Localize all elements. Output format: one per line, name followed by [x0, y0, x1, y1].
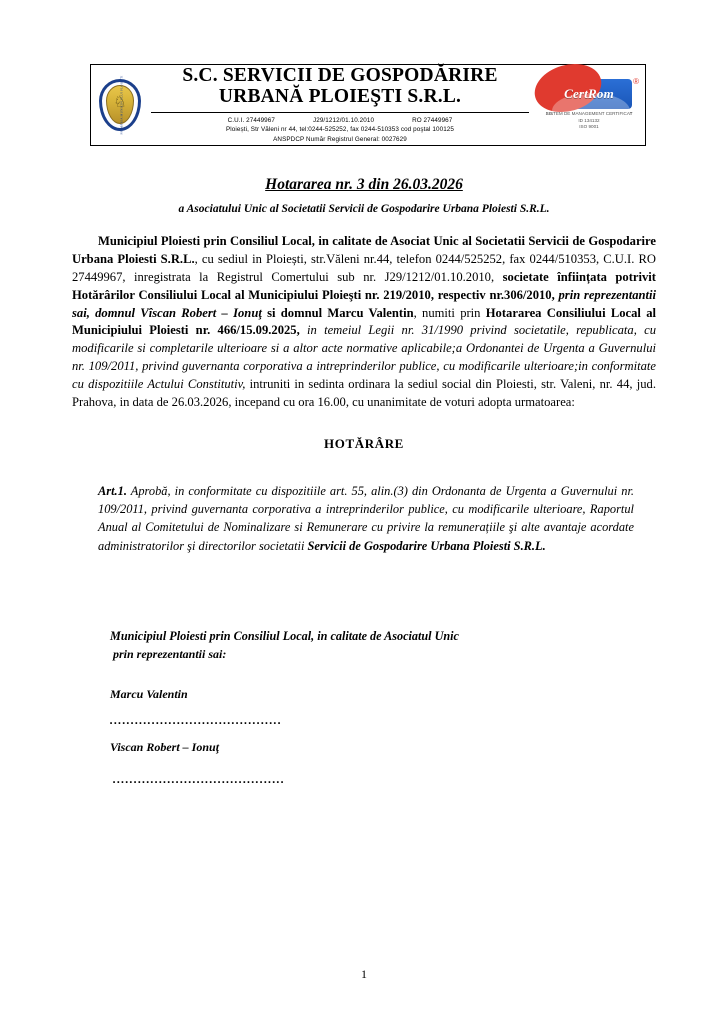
- cert-sub-line2: ID 134132: [578, 117, 600, 123]
- intro-segment-4: prin reprezentantii sai, domnul Vîscan Robert – Ionuţ: [72, 287, 656, 320]
- company-name-line1: S.C. SERVICII DE GOSPODĂRIRE: [182, 64, 498, 86]
- intro-segment-6: , numiti prin: [413, 305, 486, 320]
- city-crest-icon: ♘ PRIMĂRIA MUNICIPIULUI PLOIEŞTI: [99, 79, 141, 131]
- address-line: Ploiești, Str Văleni nr 44, tel:0244-525252, fax 0244-510353 cod poştal 100125: [226, 126, 454, 134]
- intro-segment-2: , cu sediul in Ploiești, str.Văleni nr.44, telefon 0244/525252, fax 0244/510353, C.U.I. RO 27449967, inregistrata la Registrul Comertului sub nr. J29/1212/01.10.2010,: [72, 251, 656, 284]
- cert-sub-line1: SISTEM DE MANAGEMENT CERTIFICAT: [545, 111, 633, 117]
- signature-line-1: .........................................: [110, 713, 283, 728]
- letterhead: [90, 64, 646, 146]
- trade-register-text: J29/1212/01.10.2010: [312, 116, 375, 124]
- article-company-name: Servicii de Gospodarire Urbana Ploiesti S.R.L.: [307, 538, 546, 553]
- signature-subheading: prin reprezentantii sai:: [113, 647, 227, 662]
- letterhead-center: [149, 65, 533, 145]
- anspdcp-line: ANSPDCP Număr Registrul General: 0027629: [273, 135, 407, 143]
- signatory-name-1: Marcu Valentin: [110, 687, 188, 702]
- page-number: 1: [361, 967, 367, 981]
- registered-mark-icon: ®: [633, 77, 639, 87]
- company-name-line2: URBANĂ PLOIEŞTI S.R.L.: [218, 86, 462, 108]
- intro-segment-9: intruniti in sedinta ordinara la sediul social din Ploiesti, str. Valeni, nr. 44, jud. Prahova, in data de 26.03.2026, incepand cu ora 16.00, cu unanimitate de voturi adopta urmatoarea:: [72, 377, 656, 409]
- signature-line-2: .........................................: [113, 772, 286, 787]
- intro-segment-8: in temeiul Legii nr. 31/1990 privind societatile, republicata, cu modificarile si completarile ulterioare si a altor acte normative aplicabile;a Ordonantei de Urgenta a Guvernului nr. 109/2011, privind guvernanta corporativa a intreprinderilor publice, cu modificarile ulterioare;in conformitate cu dispozitiile Actului Constitutiv,: [72, 323, 657, 391]
- intro-segment-1: Municipiul Ploiesti prin Consiliul Local, in calitate de Asociat Unic al Societatii Servicii de Gospodarire Urbana Ploiesti S.R.L.: [72, 234, 656, 266]
- registration-line: [151, 116, 529, 125]
- signature-block: [72, 627, 656, 788]
- crest-caption: PRIMĂRIA MUNICIPIULUI PLOIEŞTI: [119, 75, 124, 135]
- article-text: Aprobă, in conformitate cu dispozitiile art. 55, alin.(3) din Ordonanta de Urgenta a Guvernului nr. 109/2011, privind guvernanta corporativa a intreprinderilor publice, cu modificarile ulterioare, Raportul Anual al Comitetului de Nominalizare si Remunerare cu privire la remunerațiile şi alte avantaje acordate administratorilor şi directorilor societatii: [98, 483, 634, 553]
- intro-segment-5: si domnul Marcu Valentin: [261, 305, 414, 320]
- certrom-logo-icon: [546, 77, 639, 109]
- cert-sub-line3: ISO 9001: [579, 124, 599, 130]
- cui-text: C.U.I. 27449967: [227, 116, 275, 124]
- intro-paragraph: [72, 233, 656, 412]
- document-subtitle: a Asociatului Unic al Societatii Servicii de Gospodarire Urbana Ploiesti S.R.L.: [178, 203, 550, 215]
- document-title: Hotararea nr. 3 din 26.03.2026: [265, 176, 463, 193]
- decision-heading: HOTĂRÂRE: [324, 435, 404, 451]
- certification-block: [533, 65, 645, 145]
- vat-text: RO 27449967: [412, 116, 453, 124]
- article-1-paragraph: [72, 482, 656, 555]
- signature-heading: Municipiul Ploiesti prin Consiliul Local, in calitate de Asociatul Unic: [110, 629, 459, 644]
- letterhead-divider: [151, 112, 529, 113]
- certrom-label: CertRom: [564, 86, 614, 102]
- intro-segment-3: societate înființata potrivit Hotărârilor Consiliului Local al Municipiului Ploieşti nr. 219/2010, respectiv nr.306/2010,: [72, 269, 656, 302]
- article-label: Art.1.: [98, 483, 127, 498]
- signatory-name-2: Viscan Robert – Ionuţ: [110, 740, 220, 755]
- intro-segment-7: Hotararea Consiliului Local al Municipiului Ploiesti nr. 466/15.09.2025,: [72, 305, 657, 338]
- city-crest-container: [91, 65, 149, 145]
